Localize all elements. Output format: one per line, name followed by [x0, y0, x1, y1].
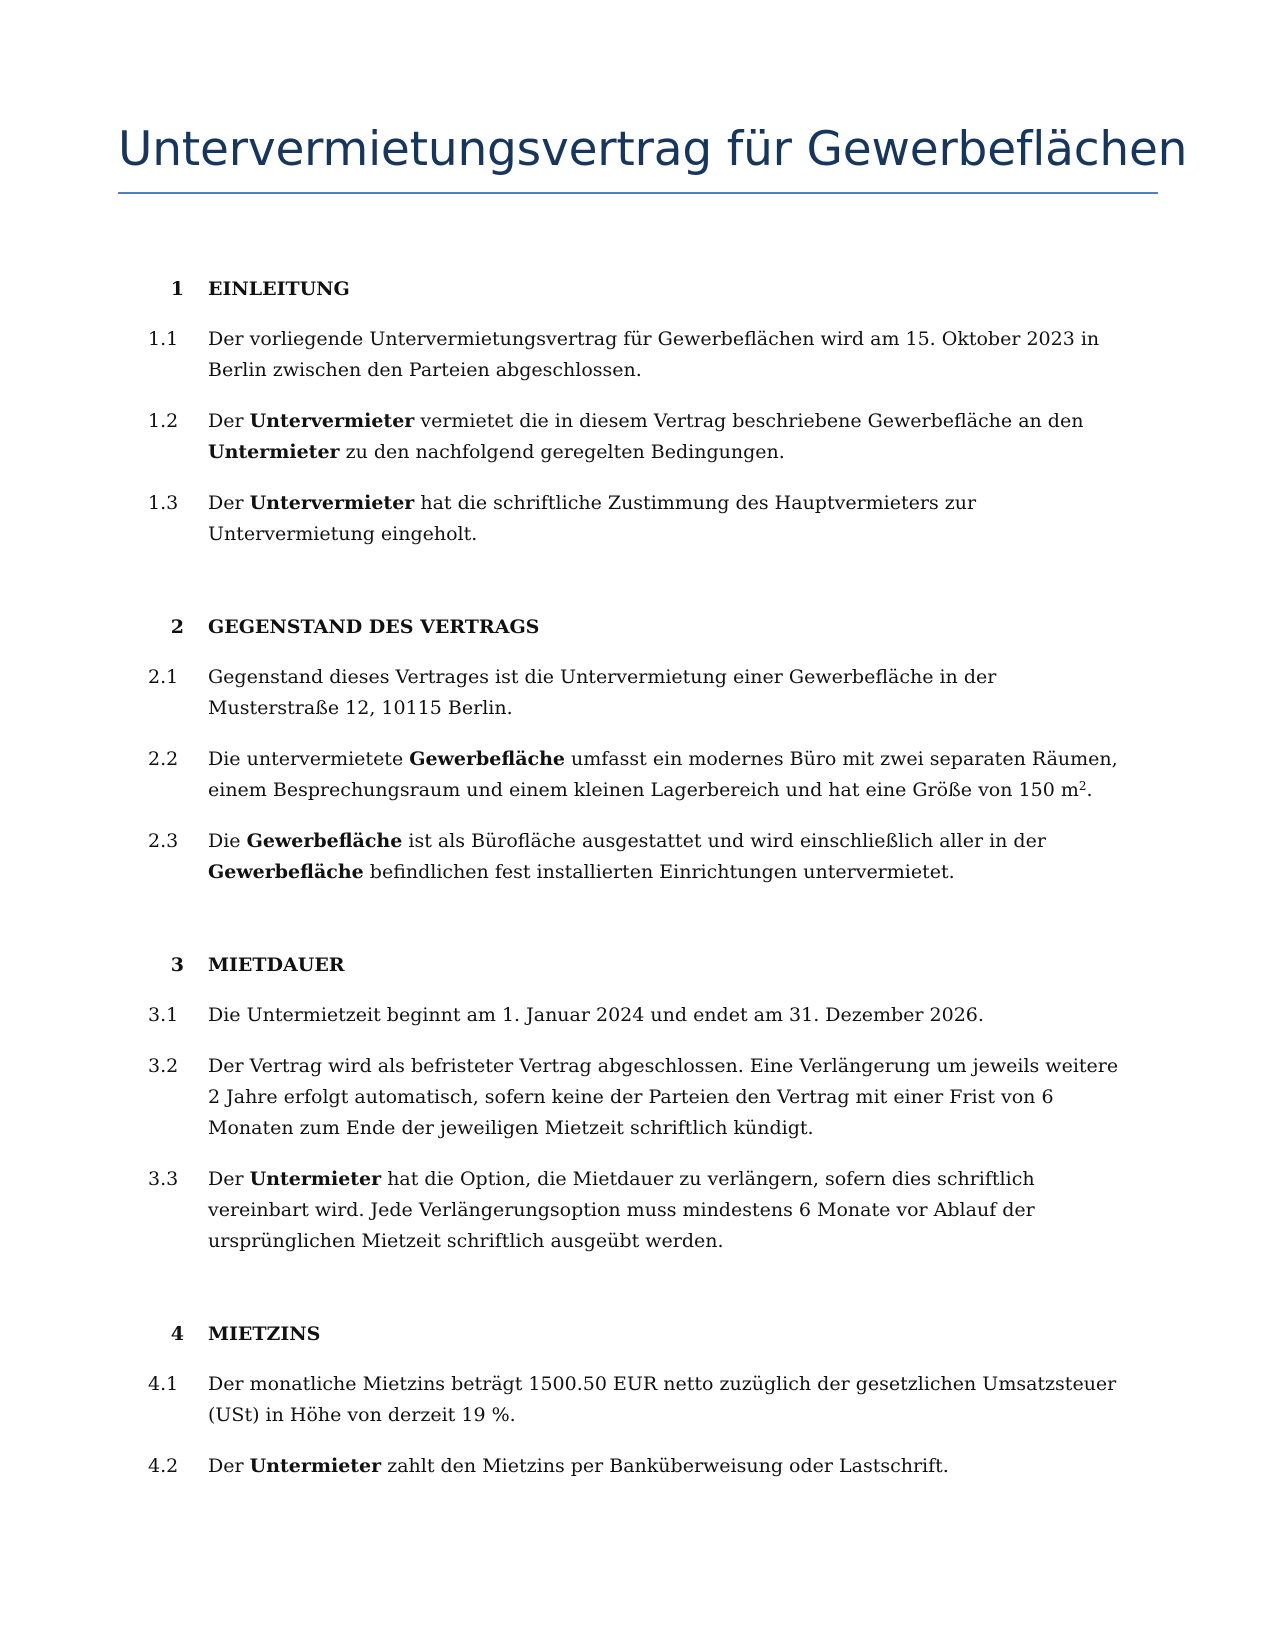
clause-4.2	[0, 1451, 1275, 1482]
clause-number: 3.3	[148, 1168, 179, 1190]
defined-term: Untermieter	[249, 1168, 382, 1190]
document-body	[0, 272, 1275, 1542]
section-4	[0, 1317, 1275, 1482]
superscript: 2	[1078, 779, 1087, 793]
clause-2.3	[0, 826, 1275, 888]
clause-text	[208, 406, 1128, 468]
clause-number: 4.1	[148, 1373, 179, 1395]
section-number: 1	[170, 278, 184, 300]
clause-3.2	[0, 1051, 1275, 1144]
section-heading	[0, 948, 1275, 982]
clause-4.1	[0, 1369, 1275, 1431]
clause-text-run: Der	[208, 492, 250, 514]
clause-text-run: .	[1086, 779, 1093, 801]
defined-term: Untervermieter	[249, 492, 415, 514]
clause-2.1	[0, 662, 1275, 724]
clause-number: 3.2	[148, 1055, 179, 1077]
clause-text	[208, 826, 1128, 888]
clause-text-run: zu den nachfolgend geregelten Bedingungen.	[339, 441, 785, 463]
clause-text	[208, 662, 1128, 724]
clause-number: 3.1	[148, 1004, 179, 1026]
clause-text	[208, 488, 1128, 550]
section-2	[0, 610, 1275, 888]
clause-text	[208, 324, 1128, 386]
clause-text	[208, 1369, 1128, 1431]
section-heading	[0, 610, 1275, 644]
clause-text-run: Gegenstand dieses Vertrages ist die Untervermietung einer Gewerbefläche in der Musterstraße 12, 10115 Berlin.	[208, 666, 997, 719]
defined-term: Untervermieter	[249, 410, 415, 432]
clause-text-run: Die Untermietzeit beginnt am 1. Januar 2024 und endet am 31. Dezember 2026.	[208, 1004, 984, 1026]
clause-1.2	[0, 406, 1275, 468]
section-title: EINLEITUNG	[208, 278, 350, 300]
section-3	[0, 948, 1275, 1257]
clause-text-run: umfasst ein modernes Büro mit zwei separaten Räumen, einem Besprechungsraum und einem kleinen Lagerbereich und hat eine Größe von 150 m	[208, 748, 1118, 801]
title-underline-rule	[118, 192, 1158, 194]
clause-number: 1.2	[148, 410, 179, 432]
section-1	[0, 272, 1275, 550]
clause-number: 1.3	[148, 492, 179, 514]
clause-text-run: Der Vertrag wird als befristeter Vertrag abgeschlossen. Eine Verlängerung um jeweils weitere 2 Jahre erfolgt automatisch, sofern keine der Parteien den Vertrag mit einer Frist von 6 Monaten zum Ende der jeweiligen Mietzeit schriftlich kündigt.	[208, 1055, 1119, 1139]
clause-text	[208, 744, 1128, 806]
clause-text-run: zahlt den Mietzins per Banküberweisung oder Lastschrift.	[381, 1455, 949, 1477]
clause-text	[208, 1000, 1128, 1031]
clause-text-run: Die untervermietete	[208, 748, 410, 770]
document-title: Untervermietungsvertrag für Gewerbeflächen	[118, 122, 1188, 177]
clause-text-run: Der	[208, 1168, 250, 1190]
clause-text-run: ist als Bürofläche ausgestattet und wird einschließlich aller in der	[402, 830, 1046, 852]
clause-text	[208, 1164, 1128, 1257]
clause-text	[208, 1051, 1128, 1144]
defined-term: Gewerbefläche	[246, 830, 403, 852]
clause-text-run: hat die Option, die Mietdauer zu verlängern, sofern dies schriftlich vereinbart wird. Jede Verlängerungsoption muss mindestens 6 Monate vor Ablauf der ursprünglichen Mietzeit schriftlich ausgeübt werden.	[208, 1168, 1035, 1252]
clause-number: 4.2	[148, 1455, 179, 1477]
clause-text-run: Der	[208, 410, 250, 432]
clause-number: 2.1	[148, 666, 179, 688]
clause-3.3	[0, 1164, 1275, 1257]
clause-text-run: Der monatliche Mietzins beträgt 1500.50 EUR netto zuzüglich der gesetzlichen Umsatzsteuer (USt) in Höhe von derzeit 19 %.	[208, 1373, 1117, 1426]
clause-number: 2.3	[148, 830, 179, 852]
section-number: 3	[170, 954, 184, 976]
section-number: 4	[170, 1323, 184, 1345]
clause-number: 1.1	[148, 328, 179, 350]
clause-1.3	[0, 488, 1275, 550]
section-title: MIETZINS	[208, 1323, 321, 1345]
clause-text	[208, 1451, 1128, 1482]
clause-text-run: Der vorliegende Untervermietungsvertrag für Gewerbeflächen wird am 15. Oktober 2023 in Berlin zwischen den Parteien abgeschlossen.	[208, 328, 1100, 381]
clause-text-run: vermietet die in diesem Vertrag beschriebene Gewerbefläche an den	[414, 410, 1084, 432]
clause-text-run: Der	[208, 1455, 250, 1477]
clause-text-run: Die	[208, 830, 247, 852]
clause-text-run: befindlichen fest installierten Einrichtungen untervermietet.	[363, 861, 955, 883]
clause-2.2	[0, 744, 1275, 806]
clause-3.1	[0, 1000, 1275, 1031]
section-heading	[0, 1317, 1275, 1351]
defined-term: Gewerbefläche	[208, 861, 364, 883]
defined-term: Gewerbefläche	[409, 748, 565, 770]
defined-term: Untermieter	[249, 1455, 382, 1477]
defined-term: Untermieter	[208, 441, 340, 463]
clause-1.1	[0, 324, 1275, 386]
clause-number: 2.2	[148, 748, 179, 770]
section-number: 2	[170, 616, 184, 638]
clause-text-run: hat die schriftliche Zustimmung des Hauptvermieters zur Untervermietung eingeholt.	[208, 492, 977, 545]
section-title: GEGENSTAND DES VERTRAGS	[208, 616, 540, 638]
section-title: MIETDAUER	[208, 954, 345, 976]
section-heading	[0, 272, 1275, 306]
